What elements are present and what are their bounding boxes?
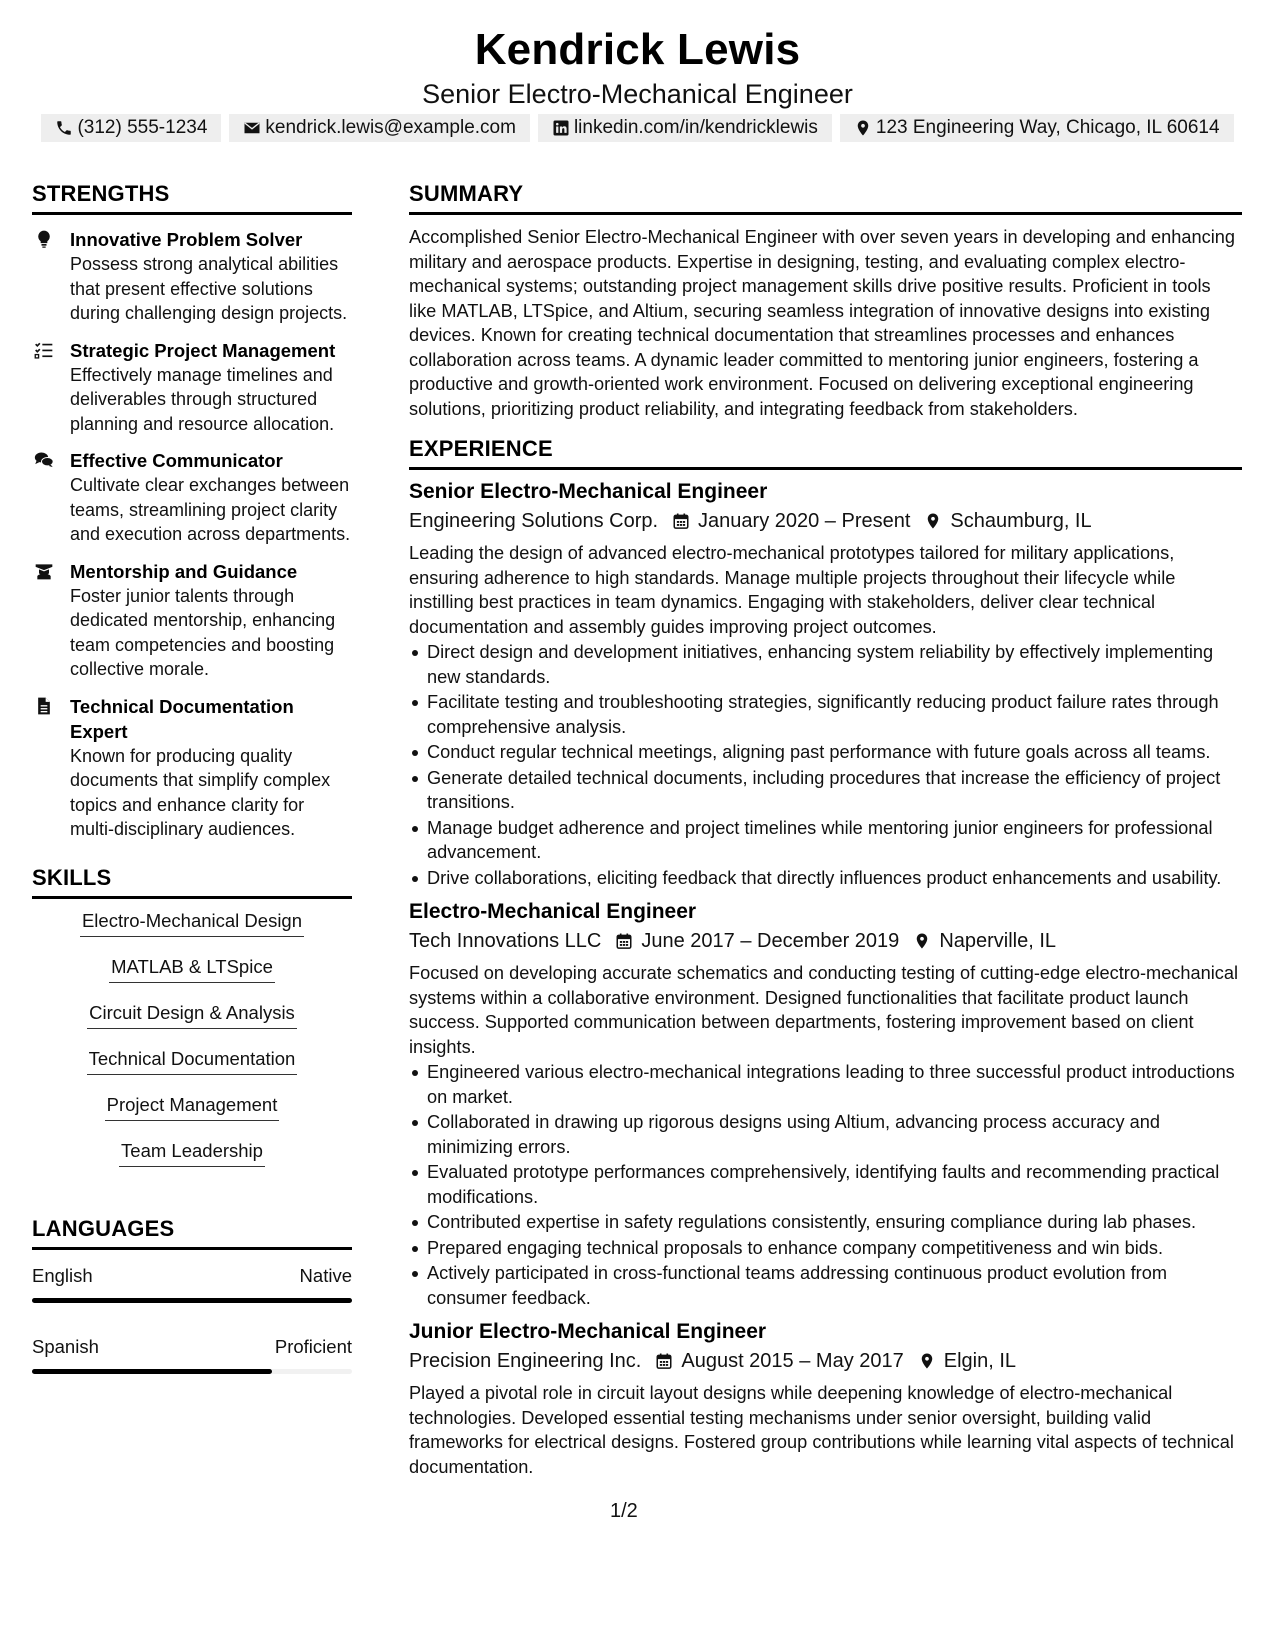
job-dates: June 2017 – December 2019: [641, 930, 900, 952]
job-bullet: Generate detailed technical documents, including procedures that increase the efficiency of project transitions.: [409, 766, 1242, 815]
job-meta: [409, 507, 1242, 535]
language-proficiency-bar: [32, 1369, 352, 1374]
job-dates: August 2015 – May 2017: [681, 1350, 904, 1372]
strength-title: Strategic Project Management: [70, 339, 336, 361]
strength-title: Effective Communicator: [70, 450, 283, 471]
experience-heading: EXPERIENCE: [409, 435, 1242, 470]
job-bullet: Facilitate testing and troubleshooting strategies, significantly reducing product failure rates through comprehensive analysis.: [409, 690, 1242, 739]
language-proficiency-fill: [32, 1369, 272, 1374]
job-title: Electro-Mechanical Engineer: [409, 900, 697, 923]
map-pin-icon: [854, 119, 872, 137]
skill-item: Electro-Mechanical Design: [80, 909, 304, 937]
skill-item: MATLAB & LTSpice: [109, 955, 275, 983]
strength-desc: Effectively manage timelines and deliverables through structured planning and resource allocation.: [70, 364, 335, 434]
job-company: Engineering Solutions Corp.: [409, 510, 659, 532]
strength-item: [32, 338, 352, 437]
job-dates: January 2020 – Present: [698, 510, 911, 532]
job-bullet: Engineered various electro-mechanical integrations leading to three successful product introductions on market.: [409, 1060, 1242, 1109]
job-bullet: Direct design and development initiatives, enhancing system reliability by effectively implementing new standards.: [409, 640, 1242, 689]
page-number: 1/2: [610, 1500, 638, 1522]
contact-email[interactable]: [229, 114, 530, 142]
strengths-heading: STRENGTHS: [32, 180, 352, 215]
document-icon: [34, 696, 54, 716]
job-bullet: Evaluated prototype performances comprehensively, identifying faults and recommending practical modifications.: [409, 1160, 1242, 1209]
job-meta: [409, 1347, 1242, 1375]
skill-item: Circuit Design & Analysis: [87, 1001, 297, 1029]
strength-desc: Cultivate clear exchanges between teams, streamlining project clarity and execution across departments.: [70, 475, 351, 544]
contact-email-text: kendrick.lewis@example.com: [265, 117, 516, 138]
job-title: Senior Electro-Mechanical Engineer: [409, 480, 768, 503]
contact-linkedin[interactable]: [538, 114, 832, 142]
language-row: [32, 1335, 352, 1359]
language-proficiency-bar: [32, 1298, 352, 1303]
calendar-icon: [655, 1352, 673, 1370]
candidate-name: Kendrick Lewis: [474, 25, 801, 74]
strength-item: [32, 559, 352, 682]
language-row: [32, 1264, 352, 1288]
job-title: Junior Electro-Mechanical Engineer: [409, 1320, 767, 1343]
chat-bubbles-icon: [34, 450, 54, 470]
experience-entry: [409, 898, 1242, 1310]
job-meta: [409, 927, 1242, 955]
languages-list: [32, 1264, 352, 1374]
strength-desc: Possess strong analytical abilities that present effective solutions during challenging design projects.: [70, 254, 348, 323]
skill-item: Technical Documentation: [87, 1047, 298, 1075]
left-column: [32, 180, 352, 1406]
job-bullet: Conduct regular technical meetings, aligning past performance with future goals across all teams.: [409, 740, 1242, 765]
contact-row: [0, 114, 1275, 142]
right-column: [409, 180, 1242, 1479]
job-location: Naperville, IL: [939, 930, 1057, 952]
strength-title: Innovative Problem Solver: [70, 229, 303, 250]
contact-linkedin-text: linkedin.com/in/kendricklewis: [573, 117, 818, 138]
candidate-title: Senior Electro-Mechanical Engineer: [422, 79, 853, 109]
envelope-icon: [243, 119, 261, 137]
job-bullet: Drive collaborations, eliciting feedback that directly influences product enhancements and usability.: [409, 866, 1242, 891]
job-bullet: Collaborated in drawing up rigorous designs using Altium, advancing process accuracy and minimizing errors.: [409, 1110, 1242, 1159]
lightbulb-icon: [34, 229, 54, 249]
strength-title: Mentorship and Guidance: [70, 560, 298, 582]
skills-list: [32, 909, 352, 1185]
linkedin-icon: [552, 119, 570, 137]
job-description: Focused on developing accurate schematics and conducting testing of cutting-edge electro-mechanical systems within a collaborative environment. Designed functionalities that facilitate product launch success. Supported communication between departments, fostering improvement based on client insights.: [409, 963, 1239, 1057]
resume-header: [0, 24, 1275, 110]
job-bullets: [409, 640, 1242, 890]
language-name: Spanish: [32, 1335, 99, 1357]
language-name: English: [32, 1264, 93, 1286]
job-bullet: Prepared engaging technical proposals to enhance company competitiveness and win bids.: [409, 1236, 1242, 1261]
experience-entry: [409, 478, 1242, 890]
checklist-icon: [34, 340, 54, 360]
language-proficiency-fill: [32, 1298, 352, 1303]
strength-desc: Foster junior talents through dedicated mentorship, enhancing team competencies and boosting collective morale.: [70, 585, 336, 679]
calendar-icon: [615, 932, 633, 950]
job-bullet: Manage budget adherence and project timelines while mentoring junior engineers for professional advancement.: [409, 816, 1242, 865]
job-bullets: [409, 1060, 1242, 1310]
skill-item: Team Leadership: [119, 1139, 265, 1167]
job-bullet: Contributed expertise in safety regulations consistently, ensuring compliance during lab phases.: [409, 1210, 1242, 1235]
job-location: Schaumburg, IL: [950, 510, 1092, 532]
strength-item: [32, 227, 352, 326]
job-location: Elgin, IL: [943, 1350, 1017, 1372]
strength-item: [32, 694, 352, 842]
job-description: Leading the design of advanced electro-mechanical prototypes tailored for military applications, ensuring adherence to high standards. Manage multiple projects throughout their lifecycle while instilling best practices in team dynamics. Engaging with stakeholders, deliver clear technical documentation and assembly guides improving project outcomes.: [409, 543, 1176, 637]
contact-address-text: 123 Engineering Way, Chicago, IL 60614: [875, 117, 1220, 138]
map-pin-icon: [913, 932, 931, 950]
strength-item: [32, 448, 352, 547]
skill-item: Project Management: [105, 1093, 280, 1121]
job-company: Tech Innovations LLC: [409, 930, 602, 952]
contact-phone[interactable]: [41, 114, 221, 142]
strength-desc: Known for producing quality documents that simplify complex topics and enhance clarity for multi-disciplinary audiences.: [70, 745, 331, 839]
contact-address[interactable]: [840, 114, 1234, 142]
phone-icon: [55, 119, 73, 137]
experience-entry: [409, 1318, 1242, 1479]
job-company: Precision Engineering Inc.: [409, 1350, 642, 1372]
contact-phone-text: (312) 555-1234: [77, 117, 208, 138]
skills-heading: SKILLS: [32, 864, 352, 899]
job-bullet: Actively participated in cross-functional teams addressing continuous product evolution from consumer feedback.: [409, 1261, 1242, 1310]
map-pin-icon: [918, 1352, 936, 1370]
language-level: Native: [299, 1264, 352, 1286]
graduation-cap-icon: [34, 561, 54, 581]
summary-heading: SUMMARY: [409, 180, 1242, 215]
map-pin-icon: [924, 512, 942, 530]
strength-title: Technical Documentation Expert: [70, 695, 294, 742]
language-level: Proficient: [274, 1335, 352, 1357]
experience-list: [409, 478, 1242, 1479]
job-description: Played a pivotal role in circuit layout designs while deepening knowledge of electro-mechanical technologies. Developed essential testing mechanisms under senior oversight, building valid frameworks for electrical designs. Fostered group contributions while learning vital aspects of technical documentation.: [409, 1383, 1234, 1477]
summary-text: Accomplished Senior Electro-Mechanical Engineer with over seven years in developing and enhancing military and aerospace products. Expertise in designing, testing, and evaluating complex electro-mechanical systems; outstanding project management skills drive positive results. Proficient in tools like MATLAB, LTSpice, and Altium, securing seamless integration of innovative designs into existing devices. Known for creating technical documentation that streamlines processes and enhances collaboration across teams. A dynamic leader committed to mentoring junior engineers, fostering a productive and growth-oriented work environment. Focused on delivering exceptional engineering solutions, prioritizing product reliability, and integrating feedback from stakeholders.: [409, 227, 1235, 419]
calendar-icon: [672, 512, 690, 530]
languages-heading: LANGUAGES: [32, 1215, 352, 1250]
